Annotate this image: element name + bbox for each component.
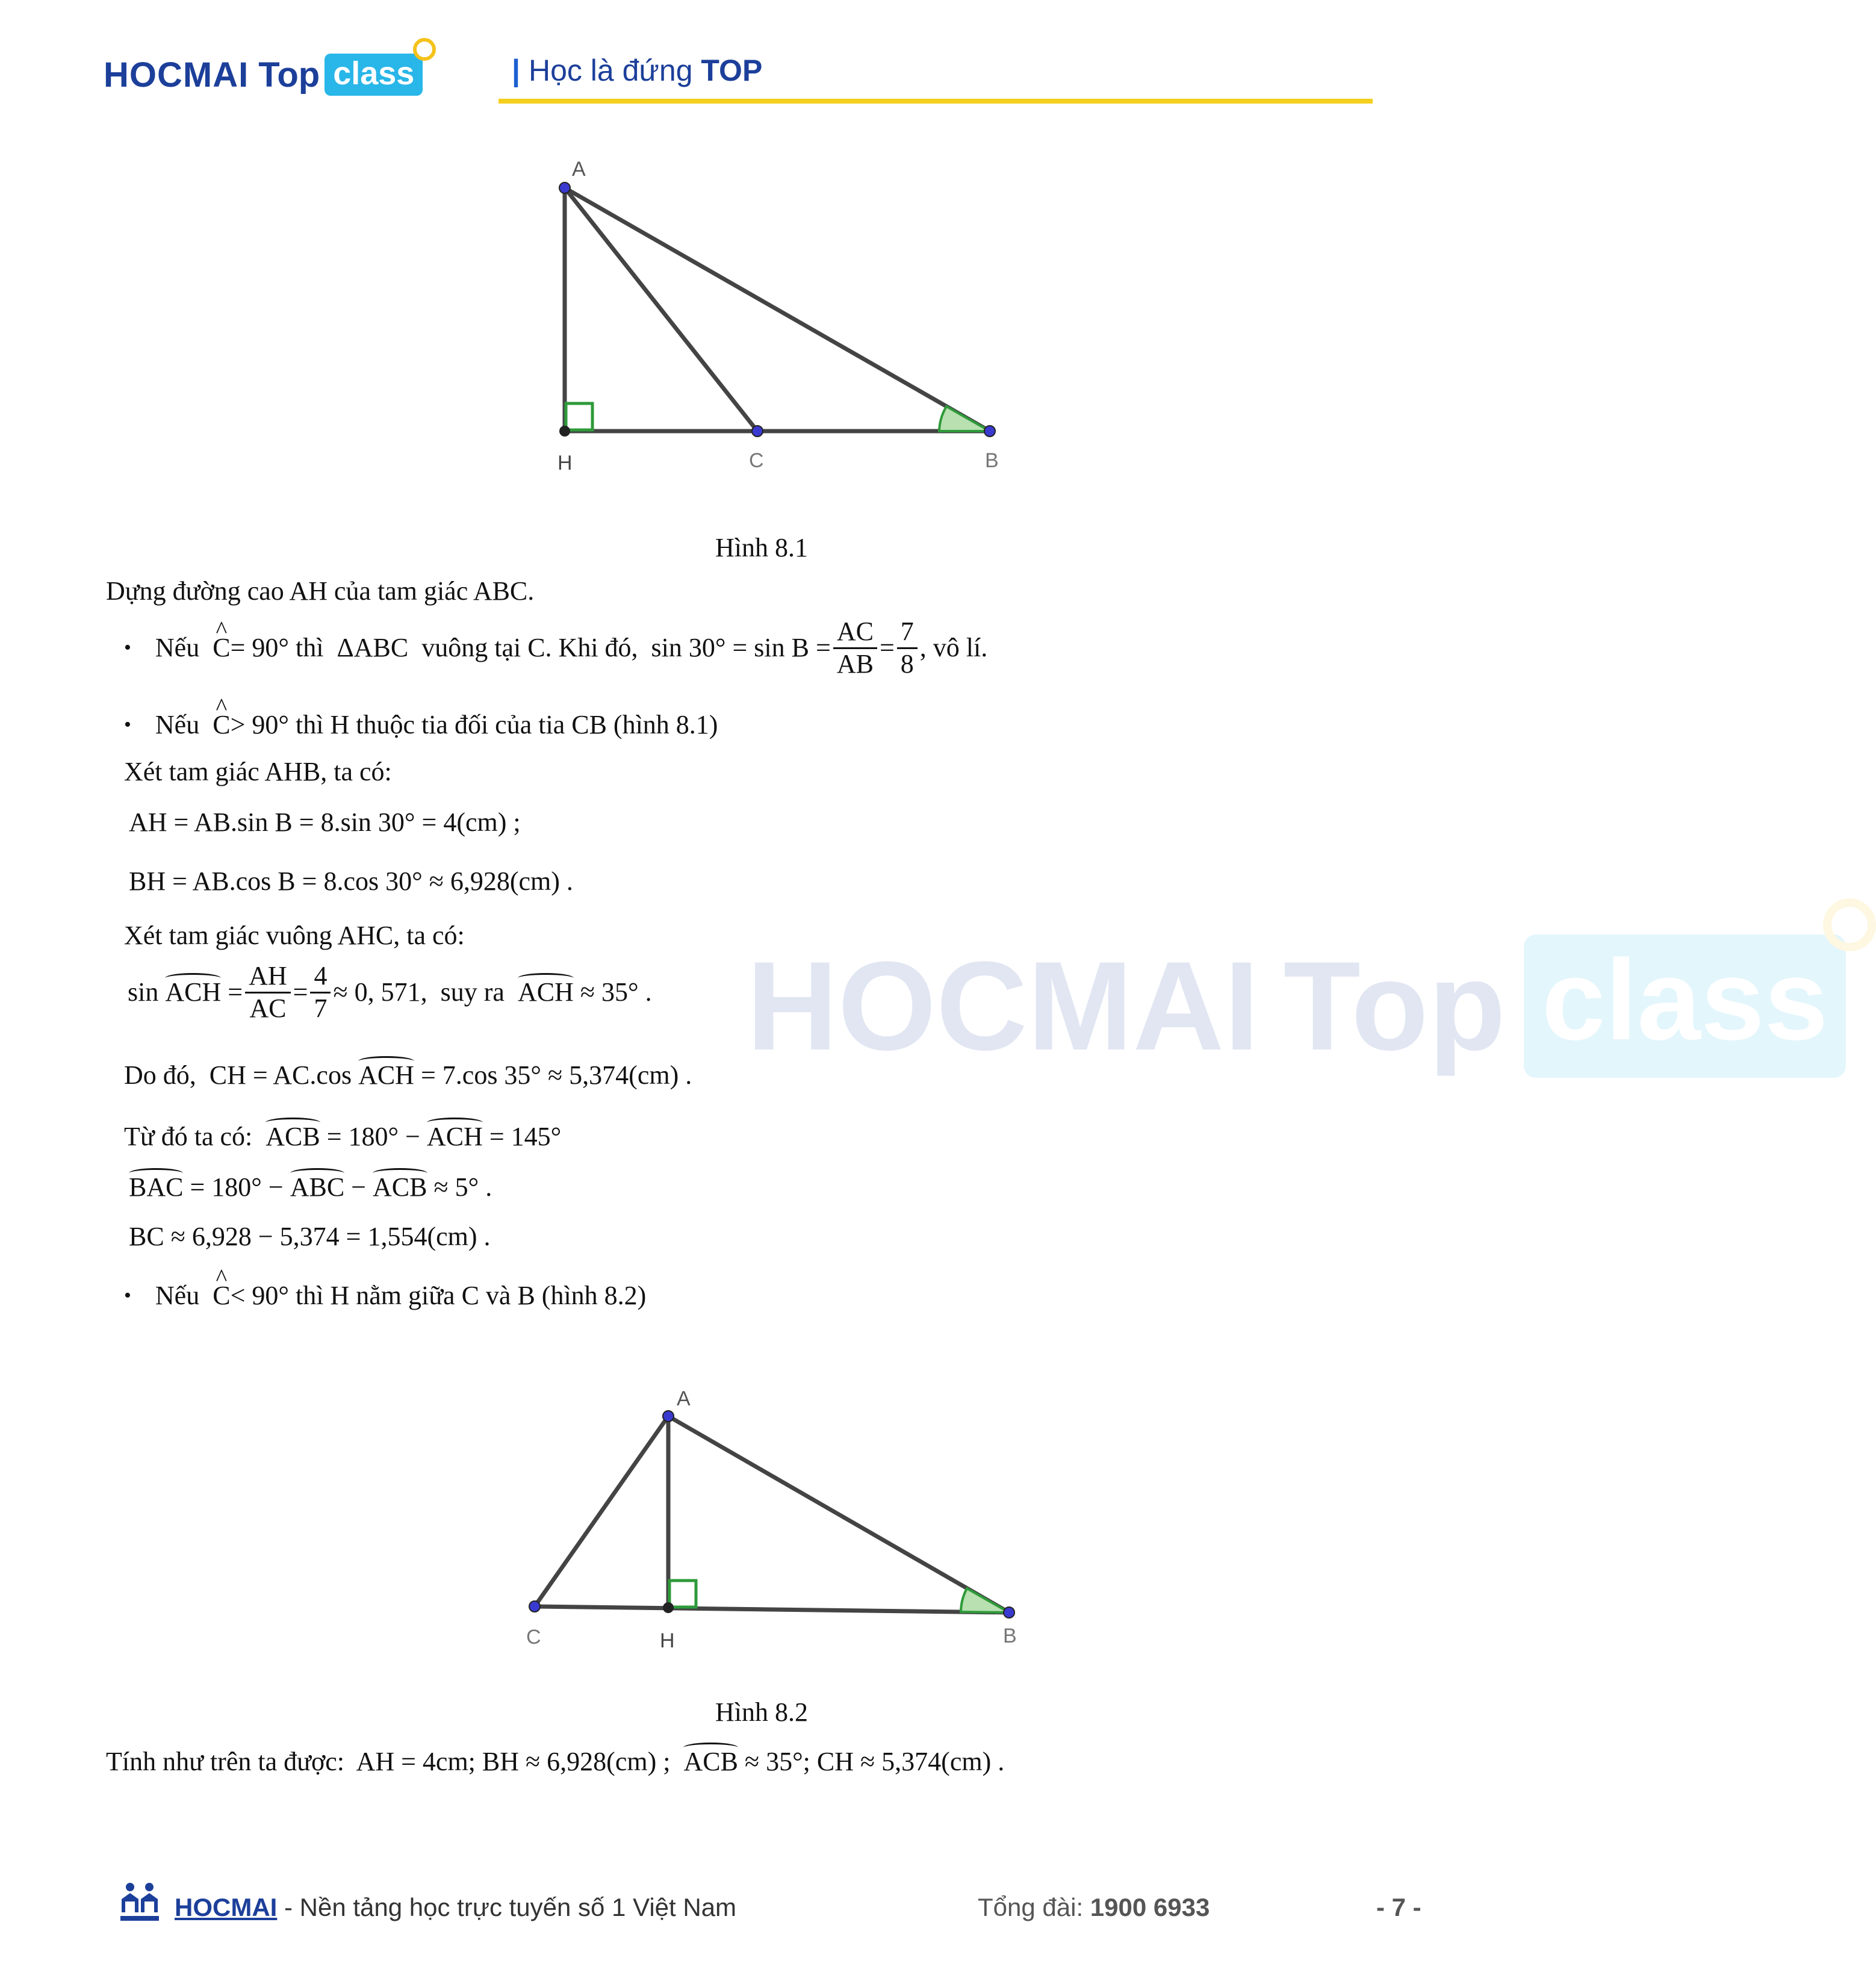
angle-ach: ACH bbox=[518, 977, 574, 1009]
hotline-label: Tổng đài: bbox=[978, 1893, 1090, 1921]
case-2 bbox=[124, 709, 718, 741]
case-1-tail: , vô lí. bbox=[919, 632, 988, 662]
sin-pre: sin bbox=[128, 977, 166, 1007]
bac-tail: ≈ 5° . bbox=[427, 1172, 492, 1202]
point-a bbox=[663, 1411, 674, 1422]
footer-left bbox=[175, 1893, 736, 1922]
frac-den: AB bbox=[836, 648, 874, 679]
frac-den: 7 bbox=[314, 993, 328, 1023]
label-h: H bbox=[558, 452, 573, 474]
case-1-text: thì ΔABC vuông tại C. Khi đó, sin 30° = sin B = bbox=[289, 632, 831, 662]
point-c bbox=[752, 426, 763, 437]
ahc-line: Xét tam giác vuông AHC, ta có: bbox=[124, 921, 465, 950]
case-2-nếu: Nếu bbox=[155, 710, 200, 739]
fraction-ac-ab bbox=[833, 617, 877, 679]
sin-tail: ≈ 35° . bbox=[573, 977, 652, 1007]
logo-hocmai: HOCMAI bbox=[104, 55, 249, 95]
label-h: H bbox=[660, 1629, 675, 1652]
case-1 bbox=[124, 617, 987, 679]
case-2-text: thì H thuộc tia đối của tia CB (hình 8.1) bbox=[289, 710, 718, 739]
final-tail: ≈ 35°; CH ≈ 5,374(cm) . bbox=[738, 1747, 1005, 1776]
segment-cb bbox=[535, 1606, 1009, 1612]
figure-8-2 bbox=[506, 1373, 1048, 1662]
fraction-ah-ac bbox=[245, 961, 291, 1024]
case-1-nếu: Nếu bbox=[155, 632, 200, 662]
angle-c: ^ C bbox=[213, 709, 230, 741]
eq: = bbox=[221, 977, 243, 1007]
watermark-hocmai: HOCMAI bbox=[747, 935, 1259, 1077]
frac-num: 7 bbox=[897, 617, 918, 649]
frac-num: AC bbox=[833, 617, 877, 649]
divider-bar: | bbox=[512, 54, 520, 87]
final-line bbox=[106, 1746, 1004, 1778]
frac-num: AH bbox=[245, 961, 291, 994]
footer-slogan: - Nền tảng học trực tuyến số 1 Việt Nam bbox=[277, 1893, 737, 1921]
angle-ach: ACH bbox=[165, 977, 221, 1009]
sin-ach-line bbox=[128, 961, 652, 1024]
header-logo bbox=[104, 51, 423, 99]
fraction-7-8 bbox=[897, 617, 918, 679]
eq2: = bbox=[293, 977, 308, 1007]
intro-line: Dựng đường cao AH của tam giác ABC. bbox=[106, 576, 535, 606]
angle-acb: ACB bbox=[266, 1121, 320, 1153]
acb-pre: Từ đó ta có: bbox=[124, 1122, 266, 1151]
watermark bbox=[747, 933, 1846, 1079]
bullet: • bbox=[124, 714, 131, 736]
point-b bbox=[1004, 1607, 1014, 1618]
case-3-nếu: Nếu bbox=[155, 1281, 200, 1310]
caption-figure-8-1: Hình 8.1 bbox=[715, 533, 808, 562]
logo-class-text: class bbox=[333, 55, 415, 92]
angle-bac: BAC bbox=[129, 1172, 183, 1204]
acb-tail: = 145° bbox=[482, 1122, 562, 1151]
eq-sign: = bbox=[879, 632, 895, 662]
angle-c: ^ C bbox=[213, 632, 230, 664]
sun-icon bbox=[1823, 898, 1876, 951]
angle-b-mark bbox=[939, 406, 990, 431]
frac-num: 4 bbox=[310, 961, 331, 994]
approx: ≈ 0, 571, suy ra bbox=[333, 977, 518, 1007]
bullet: • bbox=[124, 1284, 131, 1307]
footer-brand-link[interactable]: HOCMAI bbox=[175, 1893, 278, 1921]
logo-class bbox=[325, 54, 423, 96]
ch-tail: = 7.cos 35° ≈ 5,374(cm) . bbox=[414, 1060, 692, 1090]
case-3 bbox=[124, 1280, 646, 1312]
angle-ach: ACH bbox=[427, 1121, 483, 1153]
label-b: B bbox=[985, 449, 999, 472]
tagline-bold: TOP bbox=[701, 54, 763, 87]
case-2-cond: > 90° bbox=[230, 710, 289, 739]
point-h bbox=[663, 1602, 674, 1613]
hotline-number: 1900 6933 bbox=[1090, 1893, 1210, 1921]
bac-line bbox=[129, 1172, 492, 1204]
bac-mid: = 180° − bbox=[183, 1172, 290, 1202]
angle-b-mark bbox=[961, 1588, 1009, 1612]
logo-top: Top bbox=[258, 55, 320, 95]
angle-acb: ACB bbox=[683, 1746, 738, 1778]
bac-mid2: − bbox=[344, 1172, 373, 1202]
angle-acb: ACB bbox=[373, 1172, 427, 1204]
case-3-cond: < 90° bbox=[230, 1281, 289, 1310]
case-1-cond: = 90° bbox=[230, 632, 289, 662]
watermark-class-text: class bbox=[1541, 936, 1828, 1064]
label-c: C bbox=[749, 449, 764, 472]
right-angle-mark bbox=[669, 1581, 696, 1607]
ah-line: AH = AB.sin B = 8.sin 30° = 4(cm) ; bbox=[129, 807, 521, 837]
segment-ab bbox=[565, 188, 990, 431]
hocmai-logo-icon bbox=[118, 1881, 161, 1923]
ch-line bbox=[124, 1060, 692, 1092]
label-a: A bbox=[572, 158, 586, 181]
page-number: - 7 - bbox=[1376, 1893, 1421, 1921]
tagline-text: Học là đứng bbox=[529, 54, 693, 87]
frac-den: 8 bbox=[900, 648, 914, 679]
right-angle-mark bbox=[566, 403, 592, 430]
footer-hotline bbox=[978, 1893, 1210, 1922]
sun-icon bbox=[413, 38, 436, 61]
point-a bbox=[559, 182, 570, 193]
label-a: A bbox=[677, 1387, 691, 1410]
figure-8-1 bbox=[518, 151, 1036, 488]
case-3-text: thì H nằm giữa C và B (hình 8.2) bbox=[289, 1281, 647, 1310]
acb-line bbox=[124, 1121, 561, 1153]
watermark-top: Top bbox=[1283, 935, 1506, 1077]
final-pre: Tính như trên ta được: AH = 4cm; BH ≈ 6,928(cm) ; bbox=[106, 1747, 684, 1776]
angle-ach: ACH bbox=[358, 1060, 414, 1092]
segment-ac bbox=[565, 188, 757, 431]
segment-ab bbox=[668, 1416, 1009, 1612]
label-c: C bbox=[526, 1626, 541, 1649]
fraction-4-7 bbox=[310, 961, 331, 1024]
bullet: • bbox=[124, 636, 131, 659]
label-b: B bbox=[1003, 1625, 1017, 1647]
frac-den: AC bbox=[249, 993, 287, 1023]
point-b bbox=[984, 426, 995, 437]
angle-abc: ABC bbox=[290, 1172, 344, 1204]
bh-line: BH = AB.cos B = 8.cos 30° ≈ 6,928(cm) . bbox=[129, 866, 573, 896]
angle-c: ^ C bbox=[213, 1280, 230, 1312]
bc-line: BC ≈ 6,928 − 5,374 = 1,554(cm) . bbox=[129, 1222, 491, 1251]
point-h bbox=[559, 426, 570, 437]
watermark-class bbox=[1524, 934, 1846, 1078]
acb-mid: = 180° − bbox=[320, 1122, 427, 1151]
ahb-line: Xét tam giác AHB, ta có: bbox=[124, 757, 392, 786]
point-c bbox=[529, 1601, 540, 1612]
header-tagline bbox=[512, 53, 762, 88]
ch-pre: Do đó, CH = AC.cos bbox=[124, 1060, 359, 1090]
header-divider bbox=[499, 99, 1373, 104]
caption-figure-8-2: Hình 8.2 bbox=[715, 1697, 808, 1727]
segment-ac bbox=[535, 1416, 668, 1606]
